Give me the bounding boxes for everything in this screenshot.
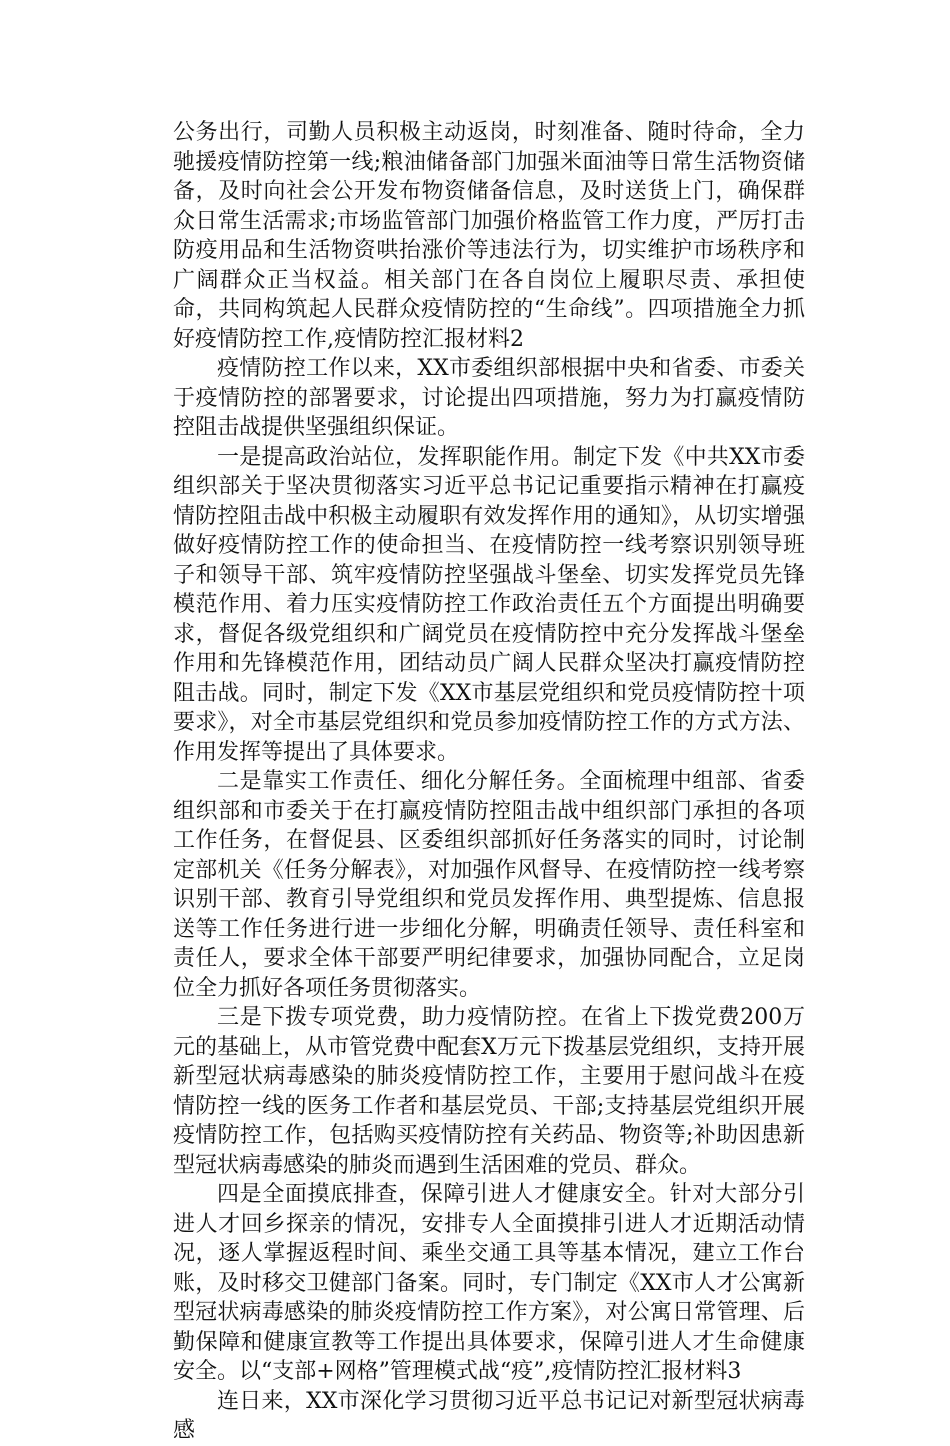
paragraph-5: 三是下拨专项党费，助力疫情防控。在省上下拨党费200万元的基础上，从市管党费中配套X万元下拨基层党组织，支持开展新型冠状病毒感染的肺炎疫情防控工作，主要用于慰问战斗在疫情防控一线的医务工作者和基层党员、干部;支持基层党组织开展疫情防控工作，包括购买疫情防控有关药品、物资等;补助因患新型冠状病毒感染的肺炎而遇到生活困难的党员、群众。 (173, 1005, 805, 1178)
paragraph-1: 公务出行，司勤人员积极主动返岗，时刻准备、随时待命，全力驰援疫情防控第一线;粮油储备部门加强米面油等日常生活物资储备，及时向社会公开发布物资储备信息，及时送货上门，确保群众日常生活需求;市场监管部门加强价格监管工作力度，严厉打击防疫用品和生活物资哄抬涨价等违法行为，切实维护市场秩序和广阔群众正当权益。相关部门在各自岗位上履职尽责、承担使命，共同构筑起人民群众疫情防控的“生命线”。四项措施全力抓好疫情防控工作,疫情防控汇报材料2 (173, 120, 805, 352)
paragraph-6: 四是全面摸底排查，保障引进人才健康安全。针对大部分引进人才回乡探亲的情况，安排专人全面摸排引进人才近期活动情况，逐人掌握返程时间、乘坐交通工具等基本情况，建立工作台账，及时移交卫健部门备案。同时，专门制定《XX市人才公寓新型冠状病毒感染的肺炎疫情防控工作方案》，对公寓日常管理、后勤保障和健康宣教等工作提出具体要求，保障引进人才生命健康安全。以“支部+网格”管理模式战“疫”,疫情防控汇报材料3 (173, 1182, 805, 1384)
paragraph-2: 疫情防控工作以来，XX市委组织部根据中央和省委、市委关于疫情防控的部署要求，讨论提出四项措施，努力为打赢疫情防控阻击战提供坚强组织保证。 (173, 356, 805, 440)
document-page (173, 118, 805, 1446)
paragraph-7: 连日来，XX市深化学习贯彻习近平总书记记对新型冠状病毒感 (173, 1388, 805, 1443)
paragraph-4: 二是靠实工作责任、细化分解任务。全面梳理中组部、省委组织部和市委关于在打赢疫情防控阻击战中组织部门承担的各项工作任务，在督促县、区委组织部抓好任务落实的同时，讨论制定部机关《任务分解表》，对加强作风督导、在疫情防控一线考察识别干部、教育引导党组织和党员发挥作用、典型提炼、信息报送等工作任务进行进一步细化分解，明确责任领导、责任科室和责任人，要求全体干部要严明纪律要求，加强协同配合，立足岗位全力抓好各项任务贯彻落实。 (173, 769, 805, 1001)
paragraph-3: 一是提高政治站位，发挥职能作用。制定下发《中共XX市委组织部关于坚决贯彻落实习近平总书记记重要指示精神在打赢疫情防控阻击战中积极主动履职有效发挥作用的通知》，从切实增强做好疫情防控工作的使命担当、在疫情防控一线考察识别领导班子和领导干部、筑牢疫情防控坚强战斗堡垒、切实发挥党员先锋模范作用、着力压实疫情防控工作政治责任五个方面提出明确要求，督促各级党组织和广阔党员在疫情防控中充分发挥战斗堡垒作用和先锋模范作用，团结动员广阔人民群众坚决打赢疫情防控阻击战。同时，制定下发《XX市基层党组织和党员疫情防控十项要求》，对全市基层党组织和党员参加疫情防控工作的方式方法、作用发挥等提出了具体要求。 (173, 444, 805, 765)
